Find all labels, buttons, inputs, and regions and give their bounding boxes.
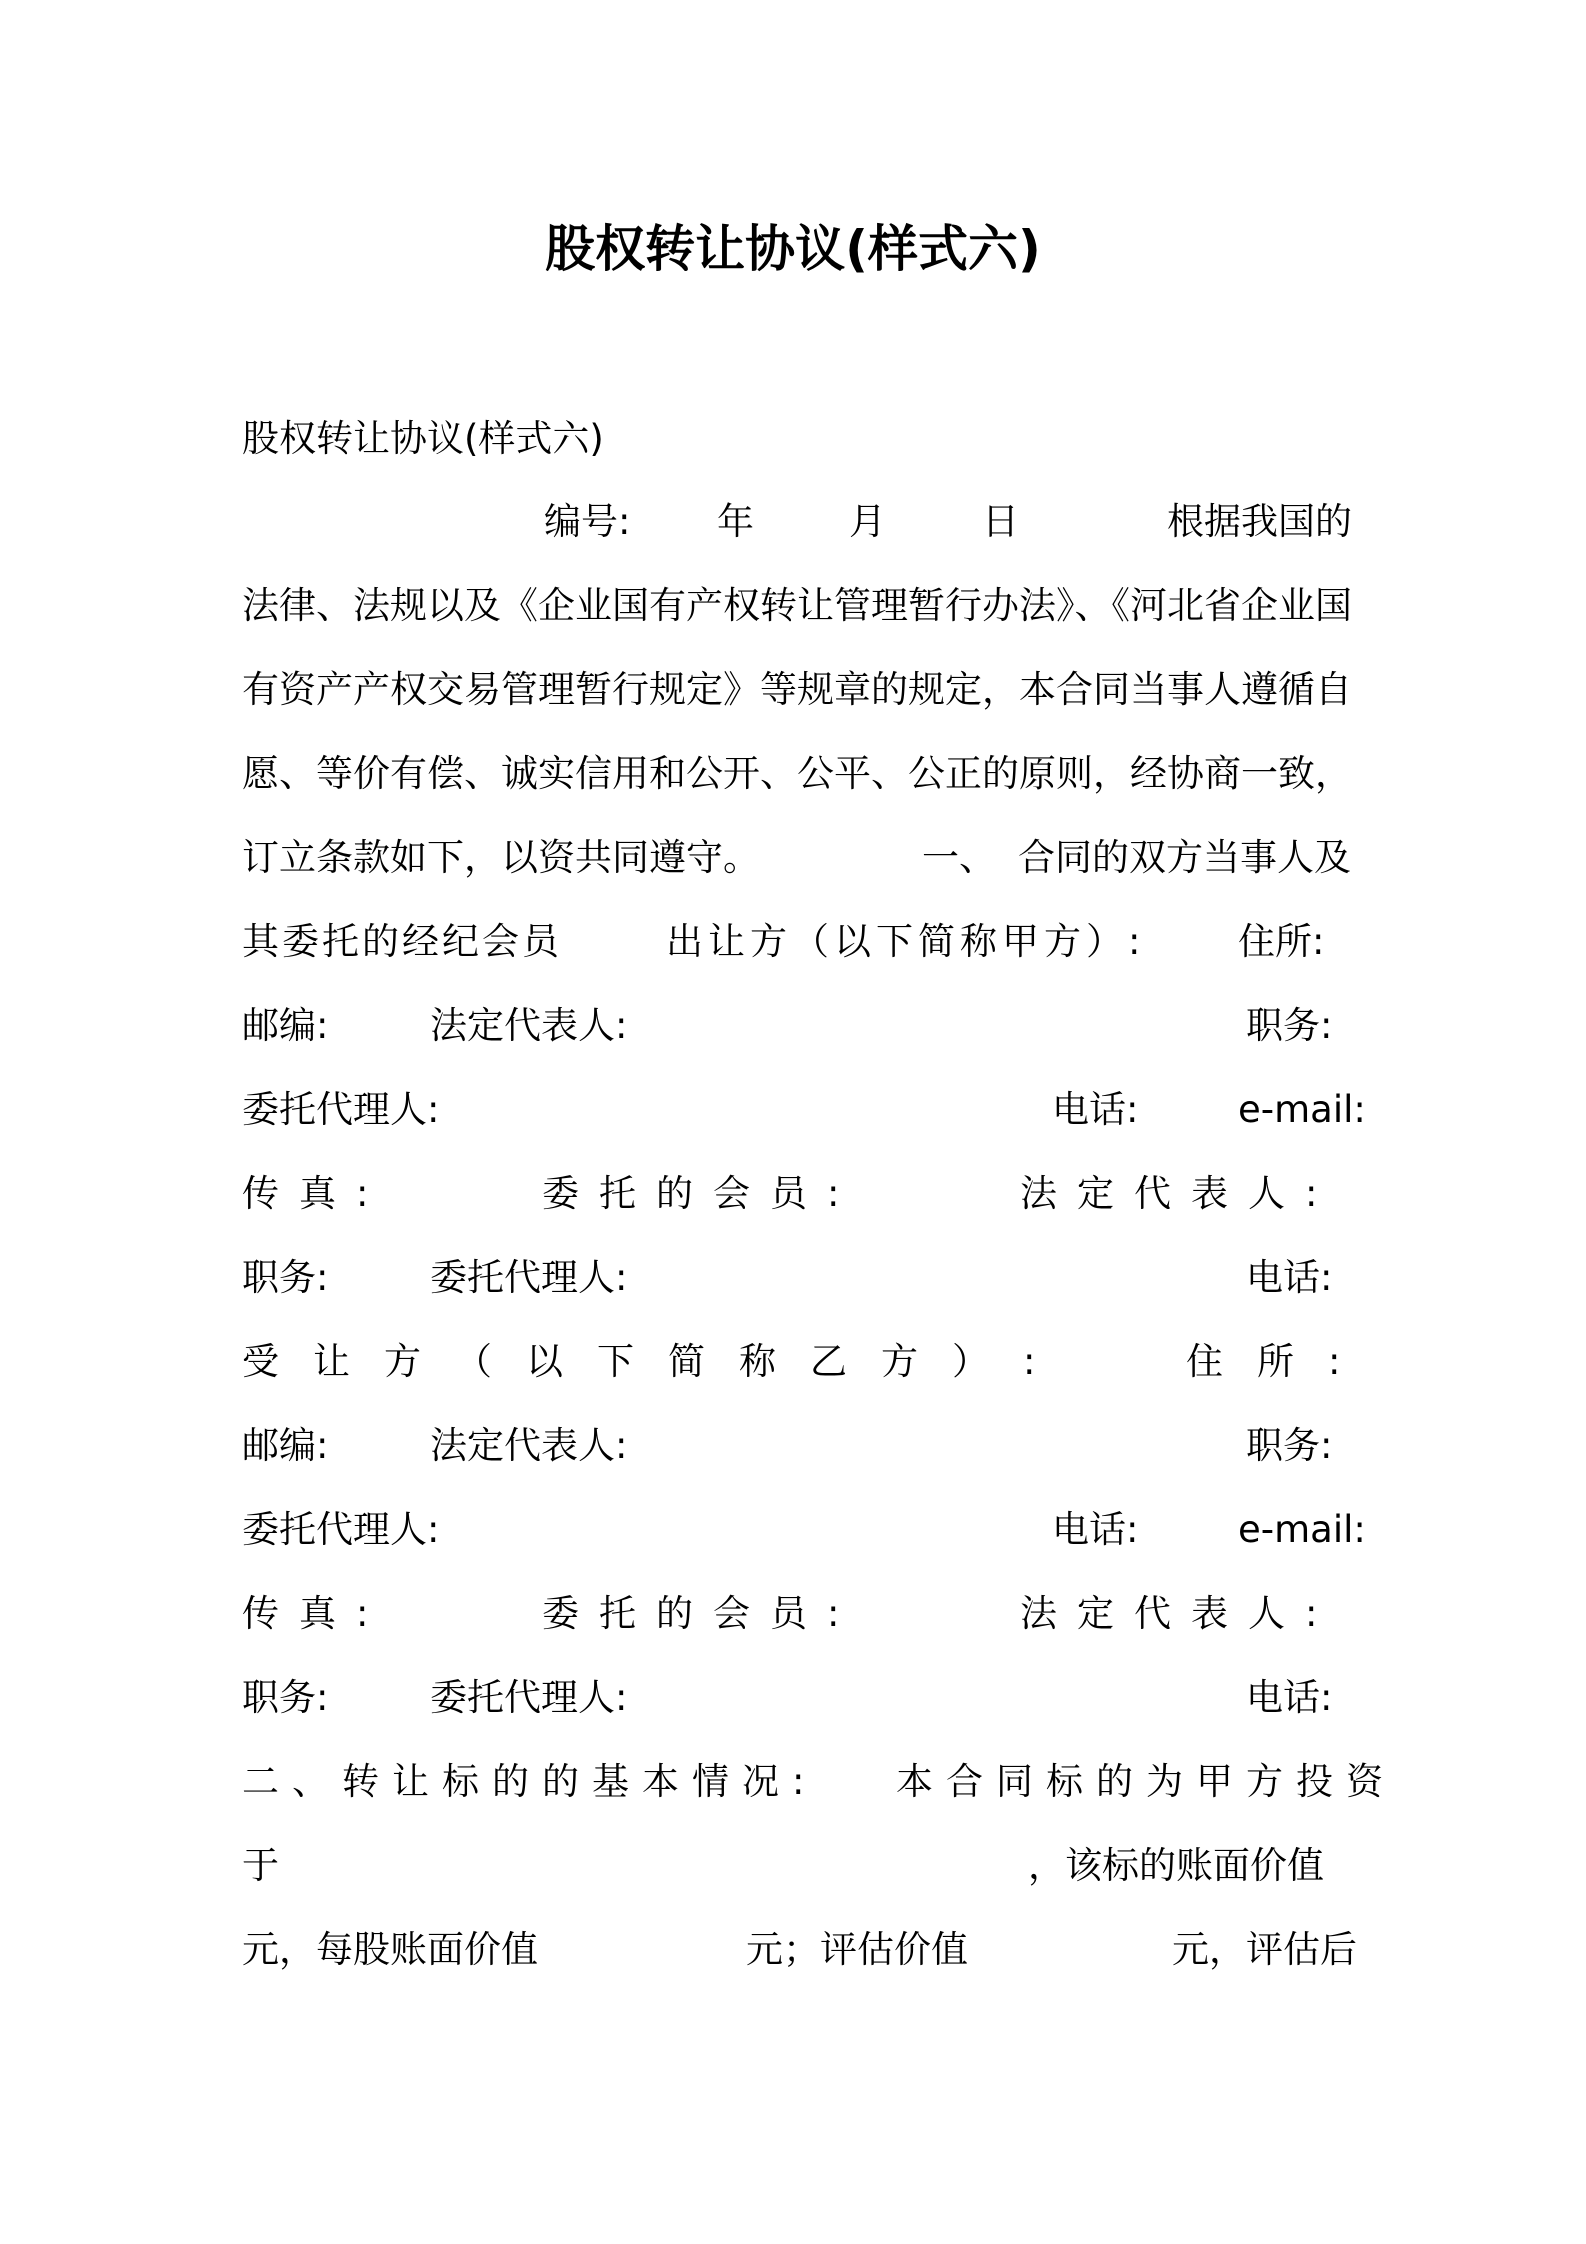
para-line-2 <box>242 660 1352 720</box>
number-label: 编号: <box>544 500 631 543</box>
section2-text: ，该标的账面价值 <box>1028 1844 1324 1887</box>
section2-text: 于 <box>242 1844 279 1887</box>
party-a-member-legal-rep-label: 法定代表人: <box>1020 1172 1338 1215</box>
section2-line-1 <box>242 1752 1396 1812</box>
party-a-line-4 <box>242 1248 1352 1308</box>
section2-line-3 <box>242 1920 1357 1980</box>
intro-lead: 根据我国的 <box>1167 500 1352 543</box>
party-a-member-phone-label: 电话: <box>1246 1256 1333 1299</box>
party-a-member-position-label: 职务: <box>242 1256 329 1299</box>
party-b-member-label: 委托的会员: <box>542 1592 860 1635</box>
party-b-fax-label: 传真: <box>242 1592 389 1635</box>
parties-heading: 其委托的经纪会员 <box>242 920 562 963</box>
section2-text: 元，评估后 <box>1172 1928 1357 1971</box>
month-label: 月 <box>849 500 886 543</box>
party-a-line-1 <box>242 996 1352 1056</box>
party-b-member-legal-rep-label: 法定代表人: <box>1020 1592 1338 1635</box>
party-a-heading: 出让方（以下简称甲方）: <box>666 920 1146 963</box>
party-b-heading-line <box>242 1332 1375 1392</box>
subtitle: 股权转让协议(样式六) <box>242 417 604 460</box>
day-label: 日 <box>982 500 1019 543</box>
party-b-heading: 受让方（以下简称乙方）: <box>242 1340 1070 1383</box>
party-b-postcode-label: 邮编: <box>242 1424 329 1467</box>
party-b-phone-label: 电话: <box>1052 1508 1139 1551</box>
section2-lead: 本合同标的为甲方投资 <box>896 1760 1396 1803</box>
party-a-member-label: 委托的会员: <box>542 1172 860 1215</box>
party-a-agent-label: 委托代理人: <box>242 1088 440 1131</box>
section2-heading: 二、转让标的的基本情况: <box>242 1760 818 1803</box>
section2-line-2 <box>242 1836 1352 1896</box>
section1-number: 一、 <box>922 836 996 879</box>
section2-text: 元；评估价值 <box>746 1928 968 1971</box>
para-line-3 <box>242 744 1352 804</box>
para-text: 订立条款如下，以资共同遵守。 <box>242 836 760 879</box>
para-line-5 <box>242 912 1352 972</box>
para-line-1 <box>242 576 1352 636</box>
party-b-line-3 <box>242 1584 1352 1644</box>
party-b-address-label: 住所: <box>1186 1340 1375 1383</box>
party-a-line-2 <box>242 1080 1366 1140</box>
party-b-email-label: e-mail: <box>1238 1508 1366 1551</box>
party-b-line-2 <box>242 1500 1366 1560</box>
party-a-phone-label: 电话: <box>1052 1088 1139 1131</box>
para-text: 有资产产权交易管理暂行规定》等规章的规定，本合同当事人遵循自 <box>242 668 1352 711</box>
party-a-email-label: e-mail: <box>1238 1088 1366 1131</box>
para-line-4 <box>242 828 1352 888</box>
party-b-member-phone-label: 电话: <box>1246 1676 1333 1719</box>
section2-text: 元，每股账面价值 <box>242 1928 538 1971</box>
party-b-line-4 <box>242 1668 1352 1728</box>
party-a-position-label: 职务: <box>1246 1004 1333 1047</box>
party-a-postcode-label: 邮编: <box>242 1004 329 1047</box>
party-a-legal-rep-label: 法定代表人: <box>430 1004 628 1047</box>
party-b-legal-rep-label: 法定代表人: <box>430 1424 628 1467</box>
party-b-member-position-label: 职务: <box>242 1676 329 1719</box>
party-a-address-label: 住所: <box>1238 920 1325 963</box>
party-a-line-3 <box>242 1164 1352 1224</box>
party-b-position-label: 职务: <box>1246 1424 1333 1467</box>
year-label: 年 <box>717 500 754 543</box>
document-title: 股权转让协议(样式六) <box>545 220 1041 278</box>
party-b-line-1 <box>242 1416 1352 1476</box>
para-text: 法律、法规以及《企业国有产权转让管理暂行办法》、《河北省企业国 <box>242 584 1352 627</box>
party-a-fax-label: 传真: <box>242 1172 389 1215</box>
header-line <box>242 492 1352 552</box>
party-b-member-agent-label: 委托代理人: <box>430 1676 628 1719</box>
para-text: 愿、等价有偿、诚实信用和公开、公平、公正的原则，经协商一致， <box>242 752 1352 795</box>
subtitle-line <box>242 409 1352 469</box>
section1-heading: 合同的双方当事人及 <box>1018 836 1351 879</box>
party-a-member-agent-label: 委托代理人: <box>430 1256 628 1299</box>
party-b-agent-label: 委托代理人: <box>242 1508 440 1551</box>
